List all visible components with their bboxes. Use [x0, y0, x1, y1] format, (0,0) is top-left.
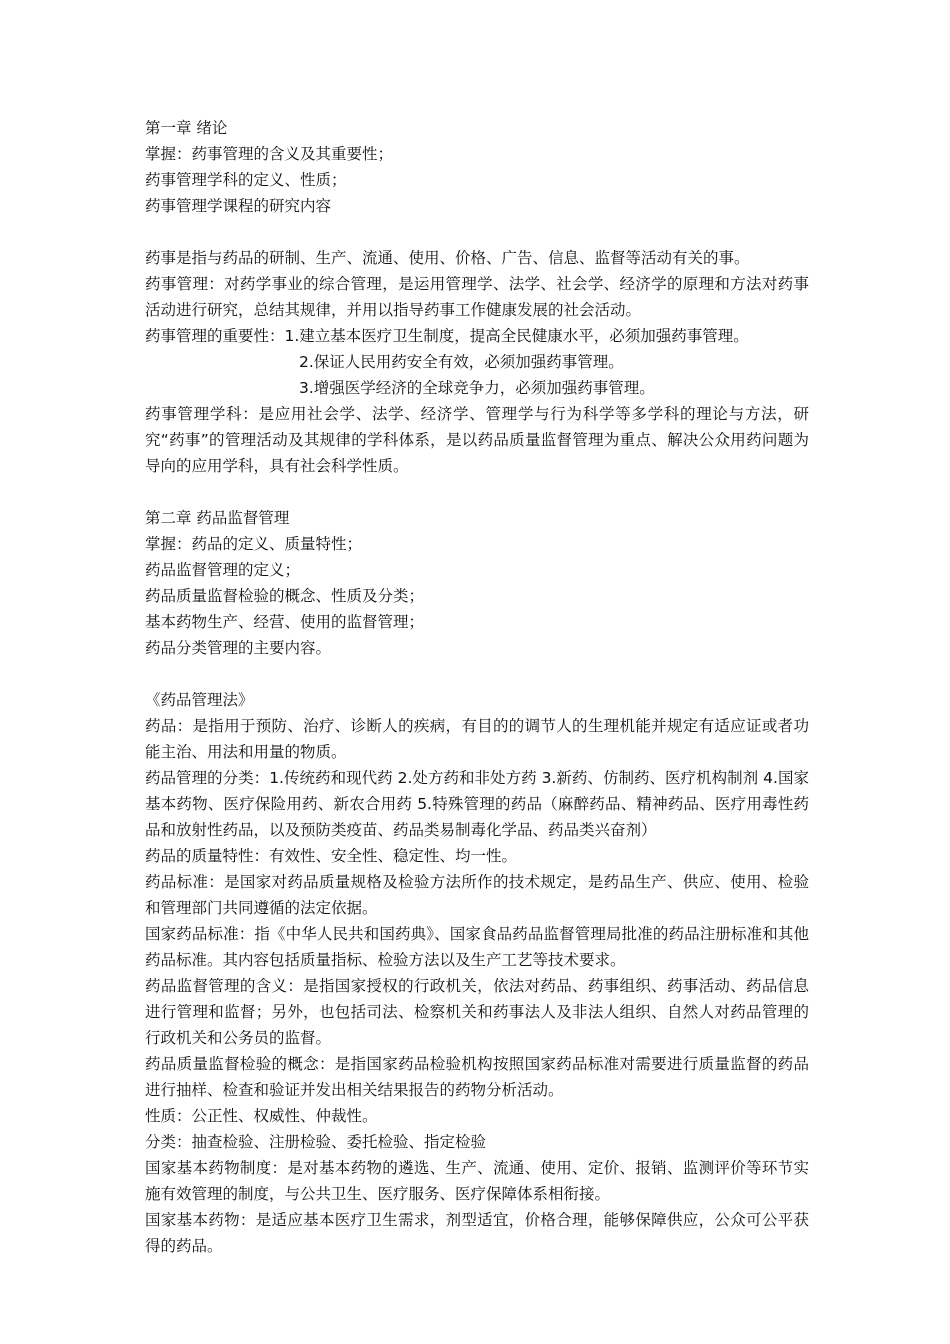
- importance-item-3: 3.增强医学经济的全球竞争力，必须加强药事管理。: [299, 379, 655, 397]
- paragraph: 国家药品标准：指《中华人民共和国药典》、国家食品药品监督管理局批准的药品注册标准和其他药品标准。其内容包括质量指标、检验方法以及生产工艺等技术要求。: [145, 925, 809, 969]
- paragraph: 国家基本药物制度：是对基本药物的遴选、生产、流通、使用、定价、报销、监测评价等环节实施有效管理的制度，与公共卫生、医疗服务、医疗保障体系相衔接。: [145, 1159, 809, 1203]
- chapter-2-goal: 药品监督管理的定义；: [145, 561, 301, 579]
- paragraph-discipline: 药事管理学科：是应用社会学、法学、经济学、管理学与行为科学等多学科的理论与方法，研究“药事”的管理活动及其规律的学科体系，是以药品质量监督管理为重点、解决公众用药问题为导向的应用学科，具有社会科学性质。: [145, 405, 809, 475]
- chapter-1-goal: 药事管理学科的定义、性质；: [145, 171, 347, 189]
- paragraph: 药品管理的分类：1.传统药和现代药 2.处方药和非处方药 3.新药、仿制药、医疗机构制剂 4.国家基本药物、医疗保险用药、新农合用药 5.特殊管理的药品（麻醉药品、精神药品、医疗用毒性药品和放射性药品，以及预防类疫苗、药品类易制毒化学品、药品类兴奋剂）: [145, 769, 809, 839]
- chapter-1-title: 第一章 绪论: [145, 119, 228, 137]
- chapter-1-goal: 药事管理学课程的研究内容: [145, 197, 332, 215]
- document-page: [145, 115, 809, 1259]
- importance-item-2: 2.保证人民用药安全有效，必须加强药事管理。: [299, 353, 624, 371]
- paragraph-importance: 药事管理的重要性：1.建立基本医疗卫生制度，提高全民健康水平，必须加强药事管理。: [145, 327, 749, 345]
- chapter-2-goal: 掌握：药品的定义、质量特性；: [145, 535, 363, 553]
- chapter-2-goal: 基本药物生产、经营、使用的监督管理；: [145, 613, 425, 631]
- spacer: [145, 661, 809, 687]
- paragraph: 国家基本药物：是适应基本医疗卫生需求，剂型适宜，价格合理，能够保障供应，公众可公平获得的药品。: [145, 1211, 809, 1255]
- law-title: 《药品管理法》: [145, 691, 254, 709]
- paragraph: 药品的质量特性：有效性、安全性、稳定性、均一性。: [145, 847, 518, 865]
- chapter-1-goal: 掌握：药事管理的含义及其重要性；: [145, 145, 394, 163]
- paragraph-pharmacy-management: 药事管理：对药学事业的综合管理，是运用管理学、法学、社会学、经济学的原理和方法对药事活动进行研究，总结其规律，并用以指导药事工作健康发展的社会活动。: [145, 275, 809, 319]
- paragraph: 性质：公正性、权威性、仲裁性。: [145, 1107, 378, 1125]
- paragraph: 药品监督管理的含义：是指国家授权的行政机关，依法对药品、药事组织、药事活动、药品信息进行管理和监督；另外，也包括司法、检察机关和药事法人及非法人组织、自然人对药品管理的行政机关和公务员的监督。: [145, 977, 809, 1047]
- paragraph-pharmacy-affairs: 药事是指与药品的研制、生产、流通、使用、价格、广告、信息、监督等活动有关的事。: [145, 249, 750, 267]
- paragraph: 药品质量监督检验的概念：是指国家药品检验机构按照国家药品标准对需要进行质量监督的药品进行抽样、检查和验证并发出相关结果报告的药物分析活动。: [145, 1055, 809, 1099]
- spacer: [145, 219, 809, 245]
- paragraph: 药品标准：是国家对药品质量规格及检验方法所作的技术规定，是药品生产、供应、使用、检验和管理部门共同遵循的法定依据。: [145, 873, 809, 917]
- paragraph: 分类：抽查检验、注册检验、委托检验、指定检验: [145, 1133, 487, 1151]
- chapter-2-goal: 药品分类管理的主要内容。: [145, 639, 332, 657]
- chapter-2-goal: 药品质量监督检验的概念、性质及分类；: [145, 587, 425, 605]
- paragraph: 药品：是指用于预防、治疗、诊断人的疾病，有目的的调节人的生理机能并规定有适应证或者功能主治、用法和用量的物质。: [145, 717, 809, 761]
- spacer: [145, 479, 809, 505]
- chapter-2-title: 第二章 药品监督管理: [145, 509, 290, 527]
